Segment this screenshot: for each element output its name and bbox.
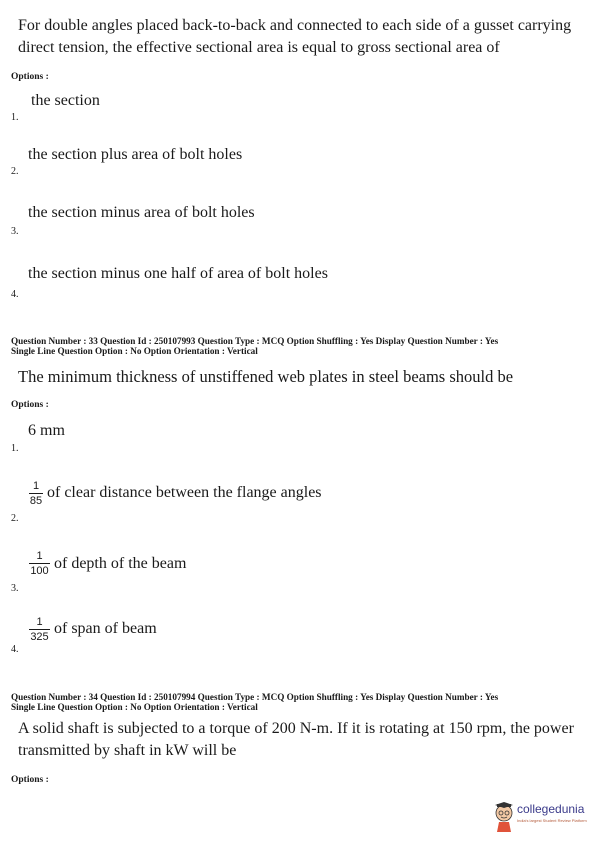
q32-option-2-number: 2.: [11, 166, 19, 177]
fraction-numerator: 1: [36, 616, 43, 628]
logo-wordmark: collegedunia: [517, 802, 585, 816]
q33-option-4-number: 4.: [11, 644, 19, 655]
q32-option-2-text: the section plus area of bolt holes: [28, 146, 243, 163]
q34-meta-line-2: Single Line Question Option : No Option Orientation : Vertical: [11, 702, 258, 712]
fraction-denominator: 325: [30, 631, 49, 643]
question-34-stem-line-1: A solid shaft is subjected to a torque of 200 N-m. If it is rotating at 150 rpm, the power: [18, 720, 574, 737]
options-label: Options :: [11, 775, 49, 785]
q33-option-4-fraction: [29, 616, 50, 643]
q32-option-4-number: 4.: [11, 289, 19, 300]
fraction-bar: [29, 563, 50, 564]
question-32-stem: For double angles placed back-to-back and connected to each side of a gusset carrying direct tension, the effective sectional area is equal to gross sectional area of: [18, 17, 572, 56]
q32-option-1-number: 1.: [11, 112, 19, 123]
fraction-numerator: 1: [32, 480, 40, 492]
fraction-bar: [29, 629, 50, 630]
q32-option-4-text: the section minus one half of area of bolt holes: [28, 265, 328, 282]
q34-meta-line-1: Question Number : 34 Question Id : 250107994 Question Type : MCQ Option Shuffling : Yes Display Question Number : Yes: [11, 692, 499, 702]
question-34-stem-line-2: transmitted by shaft in kW will be: [18, 742, 237, 759]
q33-option-3-fraction: [29, 550, 50, 577]
collegedunia-logo: [493, 800, 589, 834]
q33-option-2-text: of clear distance between the flange angles: [47, 484, 322, 501]
options-label: Options :: [11, 400, 49, 410]
fraction-denominator: 85: [29, 495, 43, 507]
options-label: Options :: [11, 72, 49, 82]
q33-meta-line-1: Question Number : 33 Question Id : 250107993 Question Type : MCQ Option Shuffling : Yes Display Question Number : Yes: [11, 336, 499, 346]
q33-option-1-text: 6 mm: [28, 422, 65, 439]
q32-option-3-text: the section minus area of bolt holes: [28, 204, 255, 221]
fraction-bar: [29, 493, 43, 494]
student-mascot-icon: [493, 802, 515, 832]
fraction-numerator: 1: [36, 550, 43, 562]
q33-option-3-text: of depth of the beam: [54, 555, 187, 572]
q33-option-2-number: 2.: [11, 513, 19, 524]
q32-option-1-text: the section: [31, 92, 100, 109]
q32-option-3-number: 3.: [11, 226, 19, 237]
q33-option-2-fraction: [29, 480, 43, 507]
q33-meta-line-2: Single Line Question Option : No Option Orientation : Vertical: [11, 346, 258, 356]
question-33-stem: The minimum thickness of unstiffened web plates in steel beams should be: [18, 367, 514, 386]
logo-tagline: India's largest Student Review Platform: [517, 818, 587, 823]
q33-option-3-number: 3.: [11, 583, 19, 594]
q33-option-4-text: of span of beam: [54, 620, 157, 637]
fraction-denominator: 100: [30, 565, 49, 577]
q33-option-1-number: 1.: [11, 443, 19, 454]
